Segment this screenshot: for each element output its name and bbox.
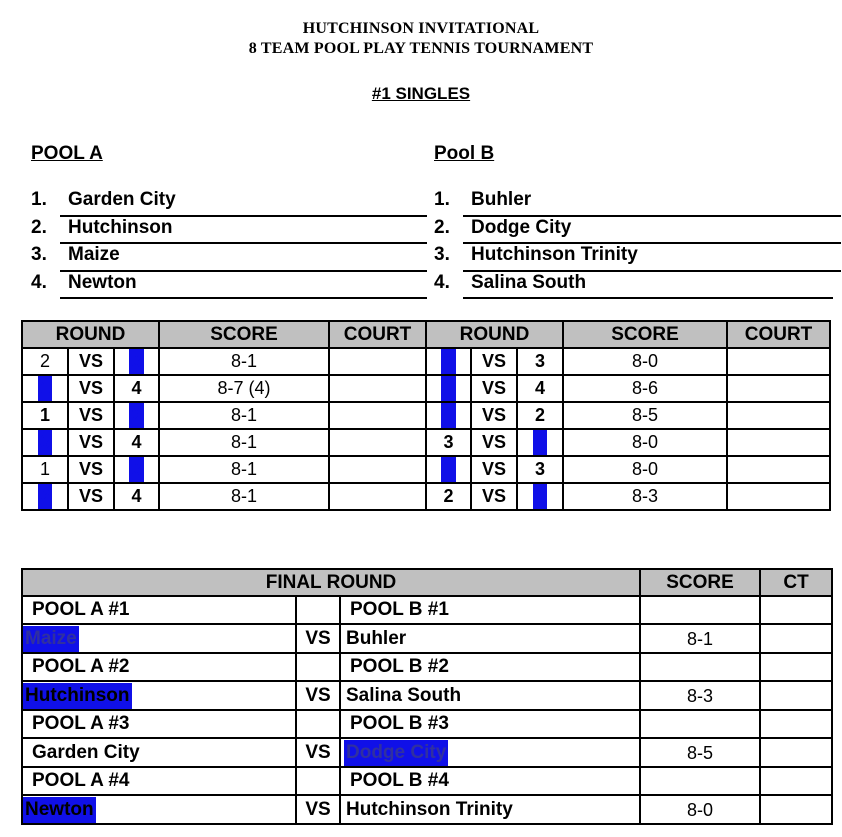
team-name: Buhler xyxy=(471,189,532,210)
score-cell: 8-1 xyxy=(159,429,329,456)
winner-highlight: 1 xyxy=(441,403,455,428)
match-row xyxy=(22,738,832,767)
player-seed: 1 xyxy=(22,456,68,483)
pool-a-seed-label: POOL A #2 xyxy=(22,653,296,681)
winner-highlight: Newton xyxy=(23,797,96,823)
match-row xyxy=(22,624,832,653)
player-seed: 4 xyxy=(114,483,159,510)
pool-a-seed-label: POOL A #1 xyxy=(22,596,296,624)
vs-label: VS xyxy=(68,402,114,429)
player-seed-winner xyxy=(426,456,471,483)
ct-cell xyxy=(760,681,832,710)
seed-number: 1. xyxy=(434,189,450,210)
seed-label-row xyxy=(22,596,832,624)
round-header-b: ROUND xyxy=(426,321,563,348)
pool-b-team xyxy=(434,244,834,272)
table-row xyxy=(22,402,830,429)
ct-cell xyxy=(760,624,832,653)
score-header-b: SCORE xyxy=(563,321,727,348)
player-seed: 2 xyxy=(22,348,68,375)
pool-a-team xyxy=(31,217,427,245)
pool-a-list xyxy=(31,189,427,299)
court-cell xyxy=(329,402,426,429)
court-cell xyxy=(329,348,426,375)
vs-label: VS xyxy=(471,348,517,375)
vs-label: VS xyxy=(68,348,114,375)
player-seed: 1 xyxy=(22,402,68,429)
seed-number: 1. xyxy=(31,189,47,210)
player-seed: 3 xyxy=(426,429,471,456)
player-seed-winner xyxy=(114,456,159,483)
player-seed-winner xyxy=(517,483,563,510)
pool-b-team xyxy=(434,189,834,217)
tournament-name: HUTCHINSON INVITATIONAL xyxy=(302,20,540,37)
final-round-header: FINAL ROUND xyxy=(22,569,640,596)
player-seed: 3 xyxy=(517,348,563,375)
empty-cell xyxy=(640,710,760,738)
team-b-cell xyxy=(340,738,640,767)
player-seed-winner xyxy=(114,348,159,375)
player-seed: 4 xyxy=(114,429,159,456)
table-row xyxy=(22,348,830,375)
winner-highlight: 4 xyxy=(533,430,547,455)
player-seed-winner xyxy=(22,429,68,456)
winner-highlight: 2 xyxy=(129,403,143,428)
pool-a-team xyxy=(31,244,427,272)
seed-number: 2. xyxy=(31,216,47,238)
player-seed-winner xyxy=(426,375,471,402)
score-cell: 8-7 (4) xyxy=(159,375,329,402)
vs-label: VS xyxy=(471,429,517,456)
table-row xyxy=(22,456,830,483)
vs-label: VS xyxy=(68,429,114,456)
team-b-cell: Salina South xyxy=(340,681,640,710)
score-cell: 8-5 xyxy=(640,738,760,767)
score-cell: 8-0 xyxy=(563,429,727,456)
empty-cell xyxy=(296,710,340,738)
round-header-a: ROUND xyxy=(22,321,159,348)
player-seed-winner xyxy=(426,348,471,375)
vs-label: VS xyxy=(471,456,517,483)
player-seed-winner xyxy=(22,483,68,510)
score-cell: 8-1 xyxy=(159,348,329,375)
team-name: Newton xyxy=(68,271,137,293)
score-cell: 8-0 xyxy=(563,456,727,483)
underline xyxy=(463,297,833,299)
empty-cell xyxy=(640,767,760,795)
vs-label: VS xyxy=(68,456,114,483)
tournament-format: 8 TEAM POOL PLAY TENNIS TOURNAMENT xyxy=(248,40,594,57)
team-name: Dodge City xyxy=(471,216,572,238)
pool-a-team xyxy=(31,189,427,217)
player-seed-winner xyxy=(22,375,68,402)
event-title: #1 SINGLES xyxy=(371,84,471,103)
seed-label-row xyxy=(22,653,832,681)
court-header-a: COURT xyxy=(329,321,426,348)
score-cell: 8-0 xyxy=(640,795,760,824)
empty-cell xyxy=(296,596,340,624)
pool-a-title: POOL A xyxy=(31,143,103,164)
final-round-table xyxy=(21,568,833,825)
team-name: Salina South xyxy=(471,271,587,293)
score-cell: 8-5 xyxy=(563,402,727,429)
winner-highlight: 1 xyxy=(441,376,455,401)
player-seed: 4 xyxy=(517,375,563,402)
court-cell xyxy=(329,456,426,483)
score-cell: 8-0 xyxy=(563,348,727,375)
empty-cell xyxy=(296,767,340,795)
pool-b-seed-label: POOL B #2 xyxy=(340,653,640,681)
ct-cell xyxy=(760,795,832,824)
empty-cell xyxy=(760,710,832,738)
court-cell xyxy=(329,375,426,402)
team-a-cell xyxy=(22,624,296,653)
court-cell xyxy=(727,456,830,483)
winner-highlight: 2 xyxy=(38,484,52,509)
pool-b-seed-label: POOL B #1 xyxy=(340,596,640,624)
vs-label: VS xyxy=(68,483,114,510)
seed-number: 4. xyxy=(434,271,450,293)
court-cell xyxy=(727,375,830,402)
team-a-cell xyxy=(22,795,296,824)
winner-highlight: Maize xyxy=(23,626,79,652)
final-header-row xyxy=(22,569,832,596)
ct-cell xyxy=(760,738,832,767)
player-seed: 2 xyxy=(426,483,471,510)
pool-a-seed-label: POOL A #3 xyxy=(22,710,296,738)
team-b-cell: Hutchinson Trinity xyxy=(340,795,640,824)
empty-cell xyxy=(760,596,832,624)
pool-b-title: Pool B xyxy=(434,143,495,164)
seed-label-row xyxy=(22,767,832,795)
team-a-cell xyxy=(22,681,296,710)
match-row xyxy=(22,681,832,710)
winner-highlight: 3 xyxy=(129,349,143,374)
vs-label: VS xyxy=(471,375,517,402)
document-header xyxy=(0,19,842,59)
match-row xyxy=(22,795,832,824)
team-b-cell: Buhler xyxy=(340,624,640,653)
vs-label: VS xyxy=(296,795,340,824)
vs-label: VS xyxy=(296,624,340,653)
table-row xyxy=(22,429,830,456)
pool-b-team xyxy=(434,272,834,300)
winner-highlight: 3 xyxy=(38,430,52,455)
score-cell: 8-1 xyxy=(159,483,329,510)
final-ct-header: CT xyxy=(760,569,832,596)
court-cell xyxy=(329,483,426,510)
winner-highlight: Hutchinson xyxy=(23,683,132,709)
score-cell: 8-1 xyxy=(159,456,329,483)
pool-b-seed-label: POOL B #4 xyxy=(340,767,640,795)
player-seed-winner xyxy=(426,402,471,429)
empty-cell xyxy=(640,653,760,681)
pool-b-seed-label: POOL B #3 xyxy=(340,710,640,738)
team-name: Hutchinson Trinity xyxy=(471,244,638,265)
score-cell: 8-1 xyxy=(640,624,760,653)
empty-cell xyxy=(296,653,340,681)
winner-highlight: Dodge City xyxy=(344,740,448,766)
player-seed: 4 xyxy=(114,375,159,402)
player-seed: 3 xyxy=(517,456,563,483)
underline xyxy=(60,297,427,299)
score-cell: 8-3 xyxy=(640,681,760,710)
winner-highlight: 3 xyxy=(129,457,143,482)
court-cell xyxy=(727,429,830,456)
pool-b-team xyxy=(434,217,834,245)
court-cell xyxy=(727,402,830,429)
pool-a-team xyxy=(31,272,427,300)
round-robin-table xyxy=(21,320,831,511)
seed-number: 2. xyxy=(434,216,450,238)
court-header-b: COURT xyxy=(727,321,830,348)
team-name: Hutchinson xyxy=(68,216,173,238)
final-score-header: SCORE xyxy=(640,569,760,596)
player-seed-winner xyxy=(517,429,563,456)
pool-b-list xyxy=(434,189,834,299)
winner-highlight: 2 xyxy=(441,349,455,374)
seed-label-row xyxy=(22,710,832,738)
player-seed: 2 xyxy=(517,402,563,429)
score-cell: 8-1 xyxy=(159,402,329,429)
table-row xyxy=(22,375,830,402)
vs-label: VS xyxy=(296,681,340,710)
score-header-a: SCORE xyxy=(159,321,329,348)
seed-number: 3. xyxy=(434,244,450,265)
team-name: Maize xyxy=(68,244,120,265)
winner-highlight: 1 xyxy=(38,376,52,401)
winner-highlight: 4 xyxy=(533,484,547,509)
pool-a-seed-label: POOL A #4 xyxy=(22,767,296,795)
vs-label: VS xyxy=(471,402,517,429)
seed-number: 3. xyxy=(31,244,47,265)
score-cell: 8-6 xyxy=(563,375,727,402)
court-cell xyxy=(727,348,830,375)
court-cell xyxy=(727,483,830,510)
court-cell xyxy=(329,429,426,456)
empty-cell xyxy=(640,596,760,624)
seed-number: 4. xyxy=(31,271,47,293)
table-header-row xyxy=(22,321,830,348)
vs-label: VS xyxy=(471,483,517,510)
score-cell: 8-3 xyxy=(563,483,727,510)
empty-cell xyxy=(760,767,832,795)
vs-label: VS xyxy=(68,375,114,402)
team-a-cell: Garden City xyxy=(22,738,296,767)
table-row xyxy=(22,483,830,510)
player-seed-winner xyxy=(114,402,159,429)
team-name: Garden City xyxy=(68,189,176,210)
winner-highlight: 1 xyxy=(441,457,455,482)
empty-cell xyxy=(760,653,832,681)
vs-label: VS xyxy=(296,738,340,767)
